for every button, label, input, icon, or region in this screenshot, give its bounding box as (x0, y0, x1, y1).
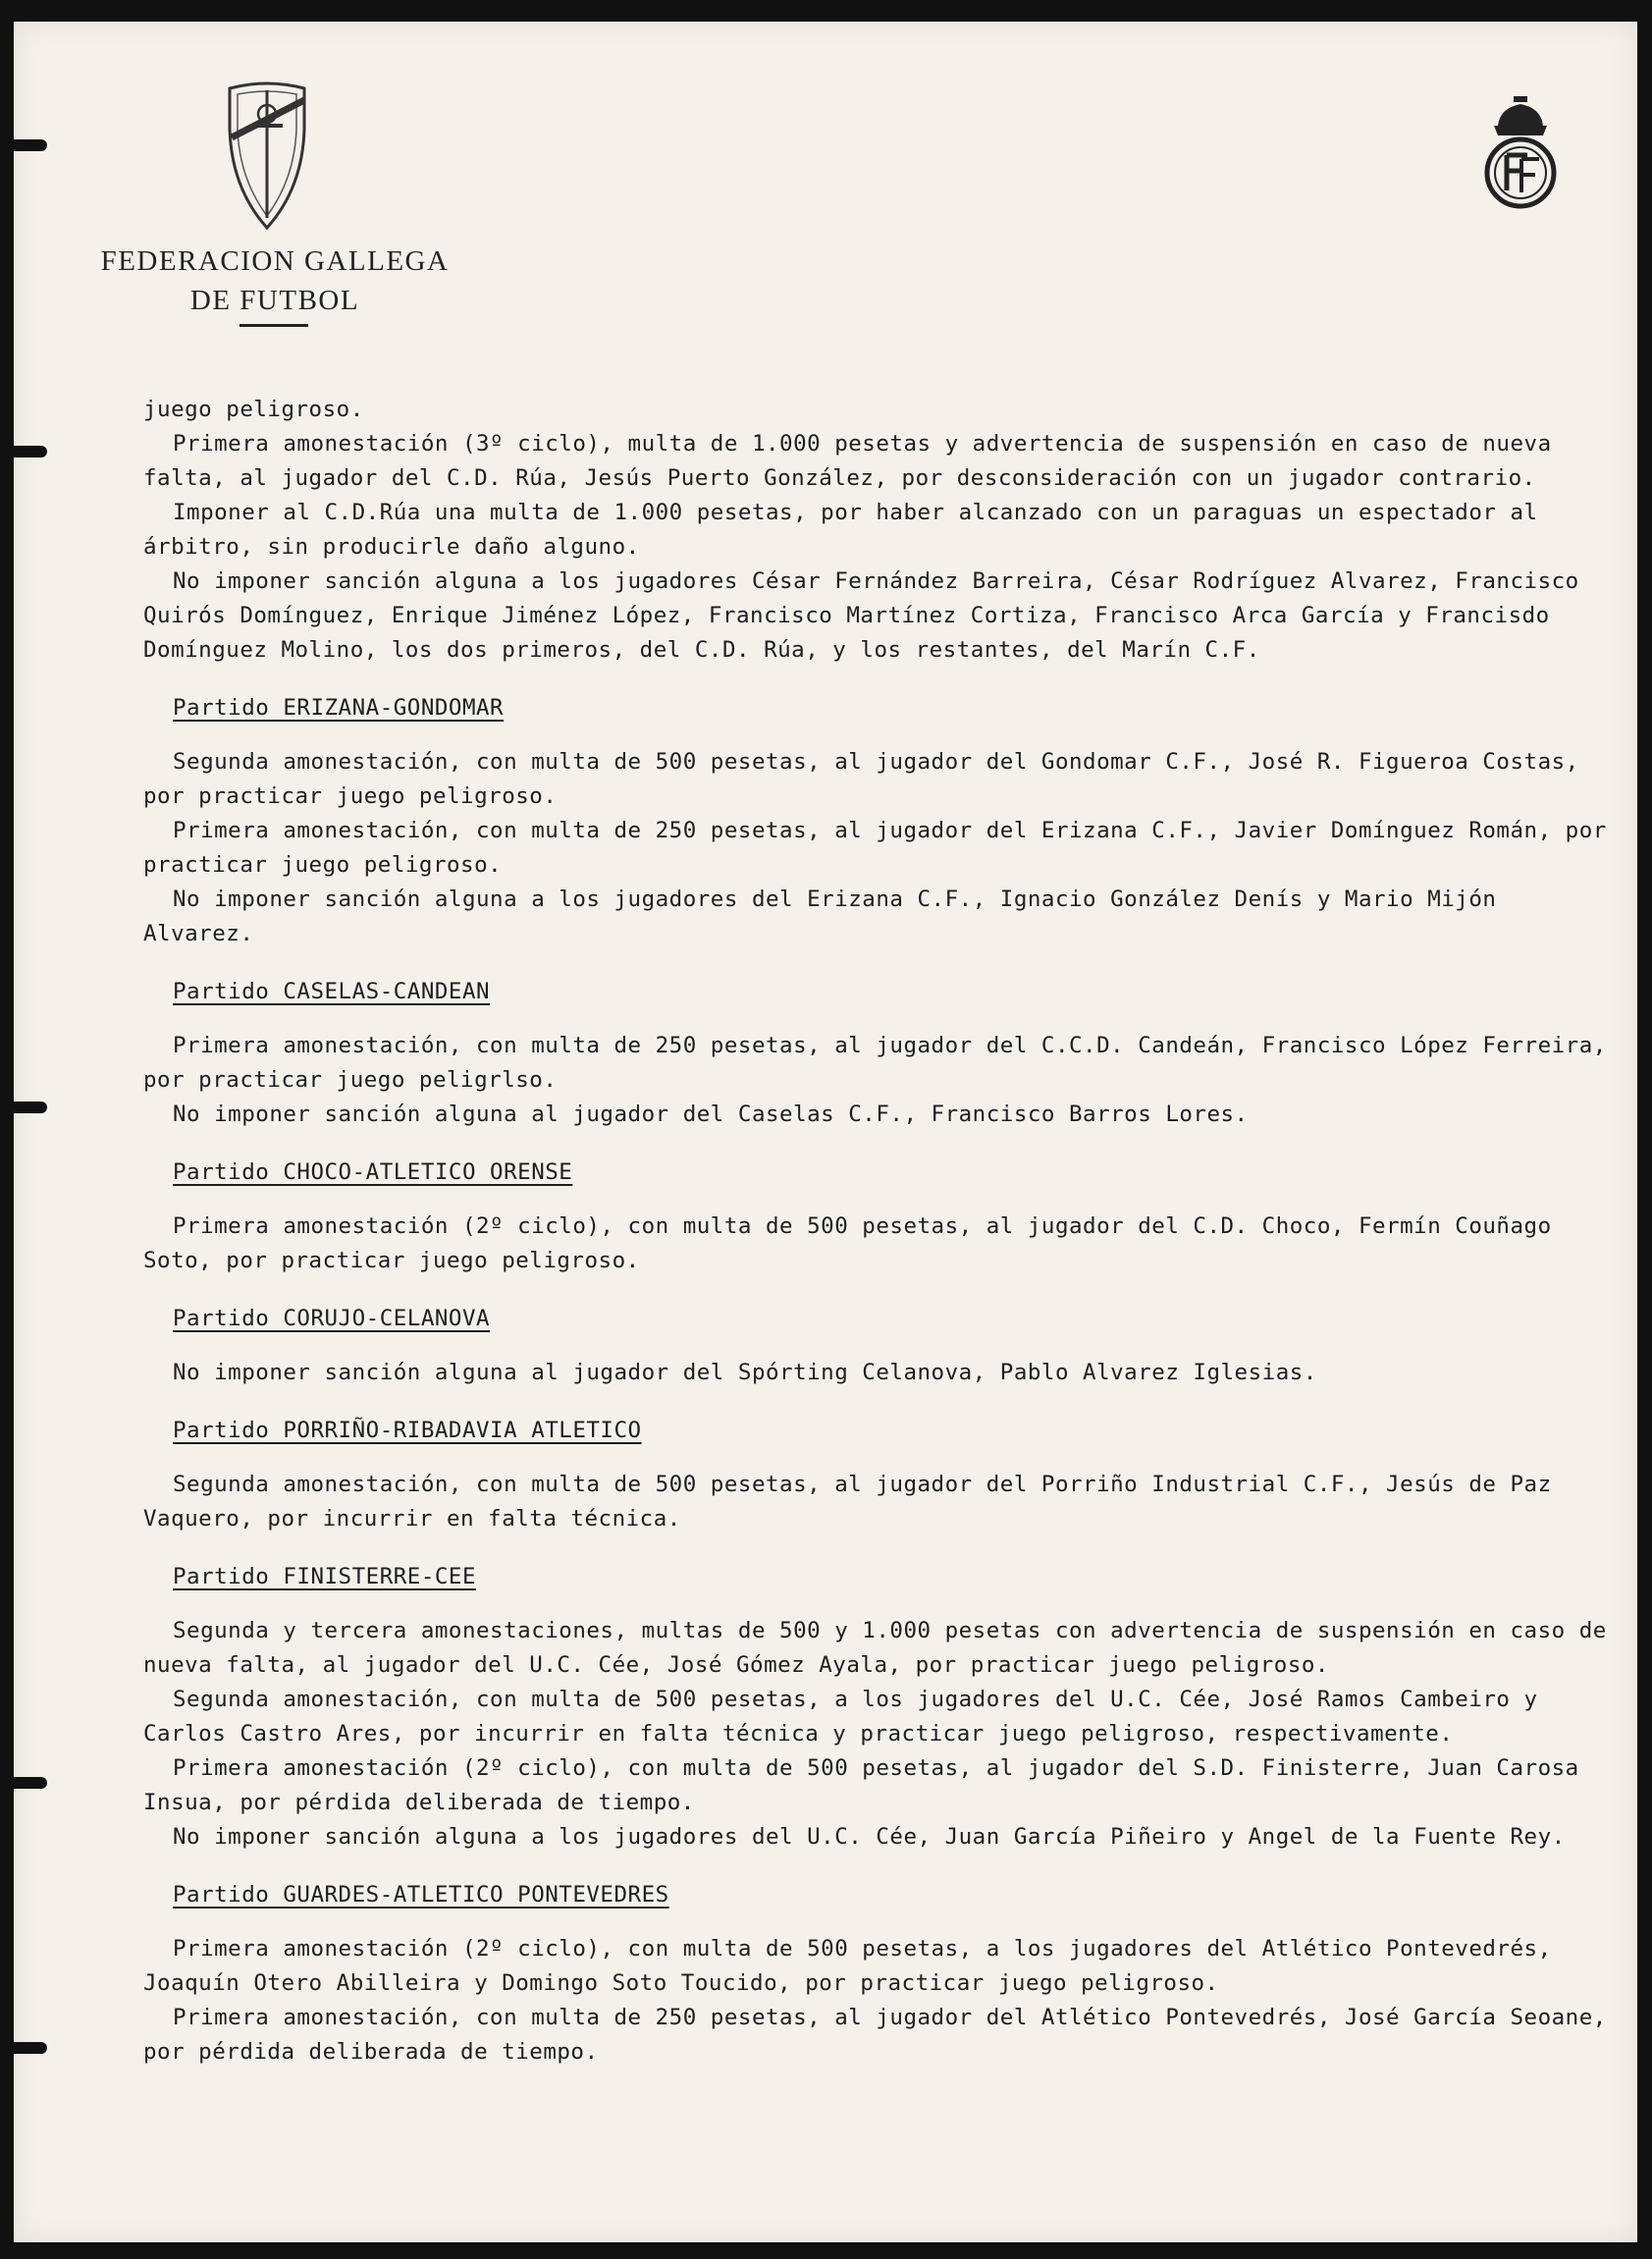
intro-paragraph: Imponer al C.D.Rúa una multa de 1.000 pesetas, por haber alcanzado con un paraguas un espectador al árbitro, sin producirle daño alguno. (143, 500, 1538, 560)
federation-name-line1: FEDERACION GALLEGA (100, 245, 450, 277)
section-paragraph: No imponer sanción alguna al jugador del Caselas C.F., Francisco Barros Lores. (173, 1102, 1249, 1127)
letterhead-rule (240, 324, 308, 327)
section-paragraph: Primera amonestación, con multa de 250 pesetas, al jugador del Atlético Pontevedrés, José García Seoane, por pérdida deliberada de tiempo. (143, 2005, 1607, 2065)
federation-name-line2: DE FUTBOL (189, 285, 360, 316)
sword-shield-emblem-icon (224, 81, 310, 234)
section-heading: Partido GUARDES-ATLETICO PONTEVEDRES (173, 1882, 669, 1908)
section-paragraph: Segunda amonestación, con multa de 500 pesetas, al jugador del Gondomar C.F., José R. Figueroa Costas, por practicar juego peligroso. (143, 749, 1579, 809)
punch-hole (14, 446, 47, 457)
section-paragraph: Primera amonestación (2º ciclo), con multa de 500 pesetas, a los jugadores del Atlético Pontevedrés, Joaquín Otero Abilleira y Domingo Soto Toucido, por practicar juego peligroso. (143, 1936, 1552, 1996)
section-paragraph: Segunda amonestación, con multa de 500 pesetas, al jugador del Porriño Industrial C.F., Jesús de Paz Vaquero, por incurrir en falta técnica. (143, 1472, 1552, 1532)
section-heading: Partido CASELAS-CANDEAN (173, 979, 491, 1004)
punch-hole (14, 139, 47, 151)
section-paragraph: Primera amonestación (2º ciclo), con multa de 500 pesetas, al jugador del S.D. Finisterre, Juan Carosa Insua, por pérdida deliberada de tiempo. (143, 1755, 1579, 1815)
royal-crown-fef-emblem-icon (1480, 94, 1561, 212)
section-heading: Partido CORUJO-CELANOVA (173, 1306, 491, 1331)
section-paragraph: No imponer sanción alguna al jugador del Spórting Celanova, Pablo Alvarez Iglesias. (173, 1360, 1317, 1385)
section-heading: Partido PORRIÑO-RIBADAVIA ATLETICO (173, 1418, 642, 1443)
intro-paragraph: Primera amonestación (3º ciclo), multa de 1.000 pesetas y advertencia de suspensión en caso de nueva falta, al jugador del C.D. Rúa, Jesús Puerto González, por desconsideración con un jugador contrario. (143, 431, 1552, 491)
section-paragraph: No imponer sanción alguna a los jugadores del U.C. Cée, Juan García Piñeiro y Angel de la Fuente Rey. (173, 1824, 1566, 1850)
intro-paragraph: No imponer sanción alguna a los jugadores César Fernández Barreira, César Rodríguez Alvarez, Francisco Quirós Domínguez, Enrique Jiménez López, Francisco Martínez Cortiza, Francisco Arca García y Francisdo Domínguez Molino, los dos primeros, del C.D. Rúa, y los restantes, del Marín C.F. (143, 568, 1579, 663)
section-paragraph: Primera amonestación, con multa de 250 pesetas, al jugador del Erizana C.F., Javier Domínguez Román, por practicar juego peligroso. (143, 818, 1607, 878)
document-body (143, 393, 1616, 2070)
section-paragraph: No imponer sanción alguna a los jugadores del Erizana C.F., Ignacio González Denís y Mario Mijón Alvarez. (143, 887, 1497, 946)
punch-hole (14, 2042, 47, 2054)
section-paragraph: Primera amonestación, con multa de 250 pesetas, al jugador del C.C.D. Candeán, Francisco López Ferreira, por practicar juego peligrlso. (143, 1033, 1607, 1093)
section-heading: Partido ERIZANA-GONDOMAR (173, 695, 505, 721)
section-heading: Partido FINISTERRE-CEE (173, 1564, 477, 1589)
punch-hole (14, 1102, 47, 1113)
punch-hole (14, 1777, 47, 1789)
intro-paragraph: juego peligroso. (143, 397, 364, 422)
section-paragraph: Primera amonestación (2º ciclo), con multa de 500 pesetas, al jugador del C.D. Choco, Fermín Couñago Soto, por practicar juego peligroso. (143, 1213, 1552, 1273)
section-heading: Partido CHOCO-ATLETICO ORENSE (173, 1159, 573, 1185)
federation-name (69, 242, 481, 320)
section-paragraph: Segunda amonestación, con multa de 500 pesetas, a los jugadores del U.C. Cée, José Ramos Cambeiro y Carlos Castro Ares, por incurrir en falta técnica y practicar juego peligroso, respectivamente. (143, 1687, 1538, 1747)
section-paragraph: Segunda y tercera amonestaciones, multas de 500 y 1.000 pesetas con advertencia de suspensión en caso de nueva falta, al jugador del U.C. Cée, José Gómez Ayala, por practicar juego peligroso. (143, 1618, 1607, 1678)
